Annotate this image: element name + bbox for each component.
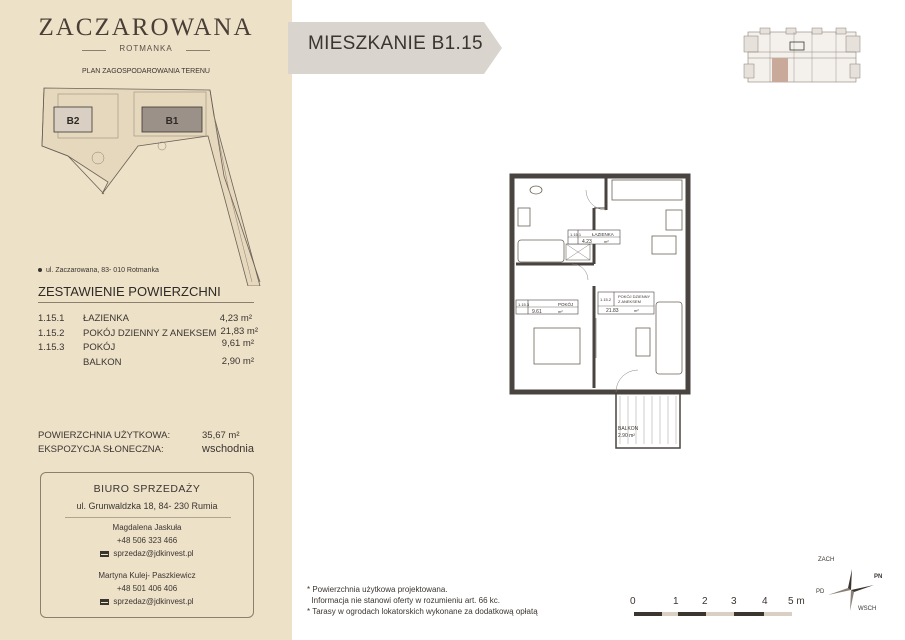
room-area: 21,83 m²	[220, 325, 258, 337]
divider	[186, 50, 210, 51]
mail-icon	[100, 551, 109, 557]
scale-label: 1	[673, 596, 679, 607]
brand-subtitle-row	[82, 44, 210, 56]
contact-phone[interactable]: +48 506 323 466	[116, 536, 178, 545]
room-row	[38, 338, 260, 357]
room-name: BALKON	[83, 356, 122, 368]
balcony-area: 2.90 m²	[618, 433, 635, 439]
contact-email[interactable]	[41, 549, 253, 558]
bathroom-unit: m²	[604, 239, 609, 244]
scale-ruler	[628, 610, 808, 620]
site-address	[38, 267, 159, 274]
room-number: 1.15.3	[518, 302, 530, 307]
building-b2-label: B2	[66, 116, 80, 127]
room-name: POKÓJ	[83, 342, 116, 353]
room-area: 4,23 m²	[219, 313, 252, 324]
contact-email[interactable]	[41, 597, 253, 606]
compass-west: ZACH	[818, 557, 835, 563]
usable-area-row	[38, 430, 262, 444]
sales-office-address: ul. Grunwaldzka 18, 84- 230 Rumia	[76, 501, 218, 511]
scale-bar	[628, 596, 818, 624]
bathroom-area: 4.23	[582, 239, 592, 245]
footnote: Informacja nie stanowi oferty w rozumieniu art. 66 kc.	[307, 596, 500, 605]
site-address-text: ul. Zaczarowana, 83- 010 Rotmanka	[46, 267, 159, 274]
exposure-value: wschodnia	[202, 443, 254, 455]
info-panel	[0, 0, 292, 640]
apartment-floor-plan	[506, 168, 702, 452]
sales-office-title: BIURO SPRZEDAŻY	[93, 483, 201, 495]
compass-south: PD	[816, 589, 825, 595]
room-row	[38, 357, 260, 372]
usable-area-label: POWIERZCHNIA UŻYTKOWA:	[38, 430, 171, 441]
room-area: 9.61	[532, 309, 542, 315]
room-number: 1.15.2	[38, 327, 65, 339]
compass-rose	[816, 555, 886, 625]
contact-email-text[interactable]: sprzedaz@jdkinvest.pl	[113, 597, 194, 606]
room-name: ŁAZIENKA	[83, 313, 129, 324]
footnote: * Powierzchnia użytkowa projektowana.	[307, 585, 448, 594]
mail-icon	[100, 599, 109, 605]
scale-label: 0	[630, 596, 636, 607]
divider	[38, 302, 254, 303]
contact-name: Magdalena Jaskuła	[112, 523, 182, 532]
location-pin-icon	[38, 268, 42, 272]
room-area: 2,90 m²	[221, 355, 254, 367]
room-number: 1.15.3	[38, 342, 65, 353]
compass-north: PN	[874, 574, 883, 580]
scale-label: 3	[731, 596, 737, 607]
scale-label: 4	[762, 596, 768, 607]
living-room-label-2: Z ANEKSEM	[618, 299, 641, 304]
room-label: POKÓJ	[558, 302, 574, 307]
sales-office-box	[40, 472, 254, 618]
apartment-highlight	[772, 58, 788, 82]
area-summary-title: ZESTAWIENIE POWIERZCHNI	[38, 284, 221, 299]
contact-email-text[interactable]: sprzedaz@jdkinvest.pl	[113, 549, 194, 558]
room-number: 1.15.1	[38, 313, 65, 324]
site-plan-map	[38, 86, 270, 286]
apartment-summary	[38, 430, 262, 458]
bathroom-number: 1.15.1	[570, 232, 582, 237]
divider	[65, 517, 231, 518]
balcony-label: BALKON	[618, 426, 639, 432]
floor-key-plan	[740, 24, 864, 88]
scale-label: 2	[702, 596, 708, 607]
bathroom-label: ŁAZIENKA	[592, 232, 614, 237]
building-b1-label: B1	[165, 116, 179, 127]
living-room-unit: m²	[634, 308, 639, 313]
usable-area-value: 35,67 m²	[202, 430, 240, 441]
site-plan-title: PLAN ZAGOSPODAROWANIA TERENU	[82, 68, 210, 75]
brand-logo: ZACZAROWANA	[38, 14, 254, 41]
apartment-title: MIESZKANIE B1.15	[308, 33, 483, 54]
living-room-area: 21.83	[606, 308, 619, 314]
room-unit: m²	[558, 309, 563, 314]
room-name: POKÓJ DZIENNY Z ANEKSEM	[83, 327, 217, 339]
contact-name: Martyna Kulej- Paszkiewicz	[98, 571, 196, 580]
room-area-list	[38, 313, 260, 371]
footnotes	[307, 585, 538, 618]
compass-east: WSCH	[858, 606, 877, 612]
exposure-label: EKSPOZYCJA SŁONECZNA:	[38, 444, 164, 455]
living-room-label-1: POKÓJ DZIENNY	[618, 294, 651, 299]
footnote: * Tarasy w ogrodach lokatorskich wykonane za dodatkową opłatą	[307, 607, 538, 616]
room-area: 9,61 m²	[221, 338, 254, 349]
contact-phone[interactable]: +48 501 406 406	[116, 584, 178, 593]
living-room-number: 1.15.2	[600, 297, 612, 302]
scale-label: 5 m	[788, 596, 805, 607]
exposure-row	[38, 444, 262, 458]
brand-subtitle: ROTMANKA	[119, 44, 173, 53]
